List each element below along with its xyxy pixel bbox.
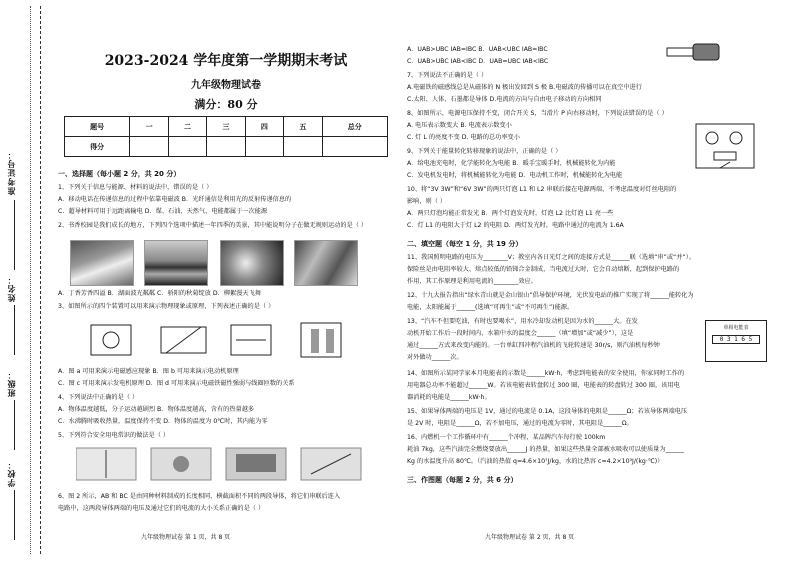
question-15-line-2: 是 2V 时，电阻是______Ω，若不加电压，通过的电流为零时，其电阻是______Ω。 [407, 420, 633, 427]
page-footer-right: 九年级物理试卷 第 2 页，共 8 页 [485, 534, 575, 541]
question-12-line-1: 12、十九大报告指出“绿水青山就是金山银山”倡导保护环境，光伏发电站的推广实现了将______能转化为 [407, 292, 694, 299]
question-6-line-1: 6、图 2 所示，AB 和 BC 是由同种材料制成的长度相同、横截面积不同的两段导体，将它们串联后连入 [58, 493, 341, 500]
question-16-line-3: Kg 的水温度升高 80℃。（汽油的热值 q=4.6×10⁷J/kg，水的比热容 c=4.2×10³J/(kg·℃)） [407, 458, 664, 465]
question-8-options-cd: C. 灯 L 的亮度不变 D. 电路的总功率变小 [407, 134, 520, 141]
question-3: 3、如图所示的四个装置可以用来演示物理现象或原理，下列表述正确的是（ ） [58, 303, 275, 310]
question-5: 5、下列符合安全用电常识的做法是（ ） [58, 432, 170, 439]
binding-dotted-line [30, 6, 31, 554]
photo-chrysanthemum [220, 240, 284, 286]
question-14-line-1: 14、如图所示某同学家本月电能表的示数是______kW·h，考虑到电能表的安全使用，你家同时工作的 [407, 370, 685, 377]
question-1-options-cd: C．超导材料可用于远距离输电 D．煤、石油、天然气、电能都属于一次能源 [58, 208, 268, 215]
question-8: 8、如图所示，电源电压保持不变，闭合开关 S，当滑片 P 向右移动时，下列说法错误的是（ ） [407, 110, 668, 117]
question-7-options-ab: A.电磁铁的磁感线总是从磁体的 N 极出发回到 S 极 B.电磁波的传播可以在真空中进行 [407, 84, 642, 91]
score-table-header-row [65, 117, 388, 137]
question-10: 10、将“3V 3W”和“6V 3W”的两只灯泡 L1 和 L2 串联后接在电源两端，不考虑温度对灯丝电阻的 [407, 186, 677, 193]
energy-meter-reading: 0 3 1 6 5 [712, 335, 760, 344]
question-13-line-4: 对外做功______次。 [407, 354, 463, 361]
question-1: 1、下列关于信息与能源、材料的说法中，错误的是（ ） [58, 184, 213, 191]
score-cell[interactable] [207, 137, 245, 157]
question-13-line-2: 动机开始工作后一段时间内，水箱中水的温度会______（填“增加”或“减少”），这是 [407, 330, 634, 337]
energy-meter-title: 单相电能表 [723, 325, 749, 331]
score-table-header: 三 [207, 117, 245, 137]
binding-cut-line [40, 6, 41, 554]
class-field[interactable] [14, 400, 15, 450]
figure-2-conductor [665, 40, 725, 64]
question-15-line-1: 15、如果导体两端的电压是 1V，通过的电流是 0.1A，这段导体的电阻是______Ω；若该导体两端电压 [407, 408, 688, 415]
score-cell[interactable] [322, 137, 387, 157]
name-field[interactable] [14, 305, 15, 355]
question-9-options-cd: C．发电机发电时，将机械能转化为电能 D．电动机工作时，机械能转化为电能 [407, 172, 623, 179]
score-row-label: 得分 [65, 137, 130, 157]
question-10-options-ab: A．两只灯泡均能正常发光 B．两个灯泡发光时，灯泡 L2 比灯泡 L1 亮一些 [407, 210, 614, 217]
name-label: 姓名： [7, 275, 16, 302]
question-11-line-1: 11、我国照明电路的电压为________V；教室内各日光灯之间的连接方式是______联（选填“串”或“并”）。 [407, 254, 695, 261]
question-13-line-1: 13、“汽车不但要吃油，有时也要喝水”，用水冷却发动机是因为水的______大。在发 [407, 318, 638, 325]
question-4: 4、下列说法中正确的是（ ） [58, 394, 139, 401]
class-label: 班级： [7, 370, 16, 397]
score-table-score-row [65, 137, 388, 157]
full-score: 满分：80 分 [194, 98, 258, 111]
question-1-options-ab: A．移动电话在传递信息的过程中依靠电磁波 B．光纤通信是利用光的反射传递信息的 [58, 196, 292, 203]
question-6-options-ab: A．UAB>UBC IAB=IBC B．UAB<UBC IAB=IBC [407, 46, 548, 53]
photo-willow [294, 240, 358, 286]
question-8-options-ab: A. 电压表示数变大 B. 电流表示数变小 [407, 122, 512, 129]
page-footer-left: 九年级物理试卷 第 1 页，共 8 页 [141, 534, 231, 541]
question-7: 7、下列说法不正确的是（ ） [407, 72, 488, 79]
question-3-options-ab: A．图 a 可用来演示电磁感应现象 B．图 b 可用来演示电动机原理 [58, 368, 239, 375]
score-table [64, 116, 388, 157]
question-7-options-cd: C.太阳、人体、石墨都是导体 D.电流的方向与自由电子移动的方向相同 [407, 96, 602, 103]
question-16-line-1: 16、内燃机一个工作循环中有______个冲程，某品牌汽车每行驶 100km [407, 434, 606, 441]
left-column [56, 0, 396, 561]
question-6-line-2: 电路中，这两段导体两端的电压及通过它们的电流的大小关系正确的是（ ） [58, 505, 265, 512]
question-9: 9、下列关于能量转化转移现象的说法中，正确的是（ ） [407, 148, 562, 155]
school-label: 学校： [7, 460, 16, 487]
question-11-line-2: 保险丝是由电阻率较大、熔点较低的铅锑合金制成，当电流过大时，它会自动熔断，起到保护电路的 [407, 266, 680, 273]
question-3-figure [86, 315, 356, 367]
question-2-options: A．丁香芳香四溢 B．湖面波光粼粼 C．骄阳的秋菊绽放 D．柳絮漫天飞舞 [58, 290, 261, 297]
question-14-line-3: 器消耗的电能是______kW·h。 [407, 394, 491, 401]
binding-margin [0, 0, 48, 561]
question-9-options-ab: A．给电池充电时，化学能转化为电能 B．暖手宝暖手时，机械能转化为内能 [407, 160, 616, 167]
question-10-continued: 影响，则（ ） [407, 198, 447, 205]
question-2: 2、书香校园是我们成长的地方，下列四个选项中描述一年四季的美景，其中能说明分子在做无规则运动的是（ ） [58, 222, 368, 229]
exam-subtitle: 九年级物理试卷 [191, 80, 261, 91]
question-6-options-cd: C．UAB>UBC IAB<IBC D．UAB=UBC IAB<IBC [407, 58, 549, 65]
question-12-line-2: 电能，太阳能属于______(选填“可再生”或“不可再生”)能源。 [407, 304, 574, 311]
exam-number-label: 准考证号： [7, 150, 16, 195]
score-table-header: 总分 [322, 117, 387, 137]
score-table-header: 二 [168, 117, 206, 137]
question-4-options-ab: A．物体温度越低，分子运动越剧烈 B．物体温度越高，含有的热量越多 [58, 406, 255, 413]
question-11-line-3: 作用，其工作原理是利用电流的________效应。 [407, 278, 537, 285]
question-8-circuit [690, 118, 760, 174]
question-5-figure [76, 444, 376, 484]
score-cell[interactable] [168, 137, 206, 157]
score-cell[interactable] [130, 137, 168, 157]
question-3-options-cd: C．图 c 可用来演示发电机原理 D．图 d 可用来演示电磁铁磁性强弱与线圈匝数的关系 [58, 380, 295, 387]
right-column [405, 0, 789, 561]
score-table-header: 一 [130, 117, 168, 137]
score-cell[interactable] [245, 137, 283, 157]
photo-lilac [70, 240, 134, 286]
score-table-header: 五 [284, 117, 322, 137]
score-table-header: 题号 [65, 117, 130, 137]
question-4-options-cd: C．水沸腾时吸收热量，温度保持不变 D．物体的温度为 0℃时，其内能为零 [58, 418, 268, 425]
question-10-options-cd: C．灯 L1 的电阻大于灯 L2 的电阻 D．两灯发光时，电路中通过的电流为 1.6A [407, 222, 624, 229]
exam-number-field[interactable] [14, 200, 15, 270]
question-14-line-2: 用电器总功率不能超过______W。若该电能表转盘转过 300 圈，电能表的转盘转过 300 圈，该用电 [407, 382, 680, 389]
photo-lake [144, 240, 208, 286]
energy-meter [705, 320, 767, 362]
question-13-line-3: 通过______方式来改变内能的。一台单缸四冲程汽油机的飞轮转速是 30r/s，则汽油机每秒钟 [407, 342, 660, 349]
section-2-heading: 二、填空题（每空 1 分，共 19 分） [407, 240, 523, 248]
exam-title: 2023-2024 学年度第一学期期末考试 [104, 53, 348, 69]
section-3-heading: 三、作图题（每题 2 分，共 6 分） [407, 476, 518, 484]
school-field[interactable] [14, 490, 15, 540]
question-16-line-2: 耗油 7kg，这些汽油完全燃烧要放出______J 的热量，如果这些热量全部被水吸收可以使质量为______ [407, 446, 685, 453]
score-cell[interactable] [284, 137, 322, 157]
section-1-heading: 一、选择题（每小题 2 分，共 20 分） [58, 170, 181, 178]
score-table-header: 四 [245, 117, 283, 137]
